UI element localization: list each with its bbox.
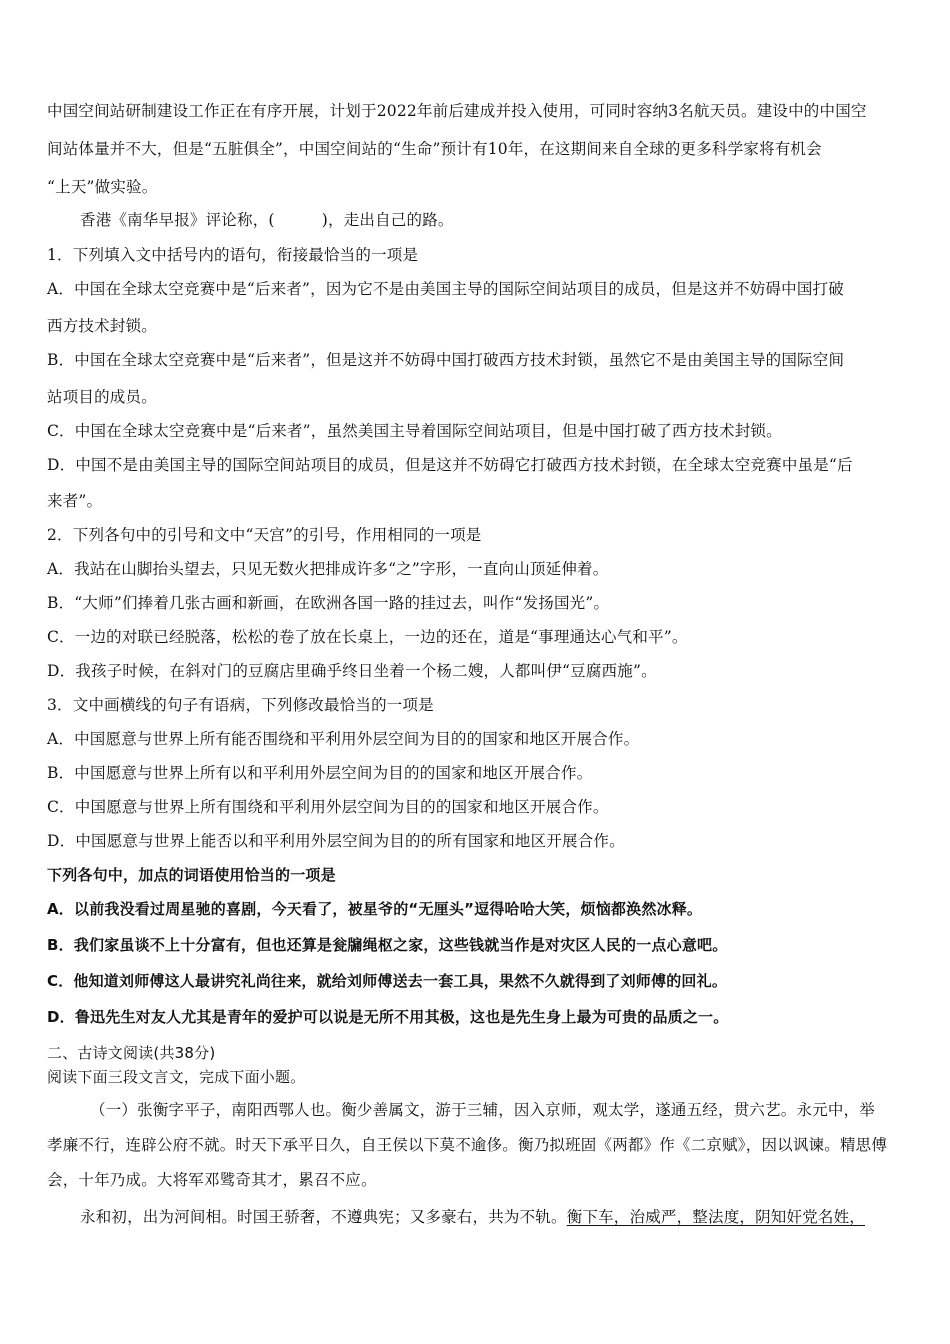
option-c: C．中国在全球太空竞赛中是“后来者”，虽然美国主导着国际空间站项目，但是中国打破了西方技术封锁。 — [47, 422, 782, 440]
option-b: B．我们家虽谈不上十分富有，但也还算是瓮牖绳枢之家，这些钱就当作是对灾区人民的一点心意吧。 — [47, 936, 728, 954]
option-b-cont: 站项目的成员。 — [47, 388, 157, 406]
classical-text-line: （一）张衡字平子，南阳西鄂人也。衡少善属文，游于三辅，因入京师，观太学，遂通五经，贯六艺。永元中，举 — [90, 1101, 876, 1119]
option-b: B．中国愿意与世界上所有以和平利用外层空间为目的的国家和地区开展合作。 — [47, 764, 593, 782]
option-d: D．鲁迅先生对友人尤其是青年的爱护可以说是无所不用其极，这也是先生身上最为可贵的品质之一。 — [47, 1008, 729, 1026]
section-intro: 阅读下面三段文言文，完成下面小题。 — [47, 1068, 306, 1086]
option-b: B．“大师”们捧着几张古画和新画，在欧洲各国一路的挂过去，叫作“发扬国光”。 — [47, 594, 610, 612]
underlined-sentence: 衡下车，治威严，整法度，阴知奸党名姓， — [566, 1208, 866, 1226]
option-a: A．中国在全球太空竞赛中是“后来者”，因为它不是由美国主导的国际空间站项目的成员，但是这并不妨碍中国打破 — [47, 280, 844, 298]
option-a-cont: 西方技术封锁。 — [47, 317, 157, 335]
question-stem: 3．文中画横线的句子有语病，下列修改最恰当的一项是 — [47, 696, 434, 714]
passage-line: 中国空间站研制建设工作正在有序开展，计划于2022年前后建成并投入使用，可同时容纳3名航天员。建设中的中国空 — [47, 102, 867, 120]
question-stem: 1．下列填入文中括号内的语句，衔接最恰当的一项是 — [47, 246, 419, 264]
classical-text-line — [80, 1207, 940, 1227]
classical-text-line: 孝廉不行，连辟公府不就。时天下承平日久，自王侯以下莫不逾侈。衡乃拟班固《两都》作《二京赋》，因以讽谏。精思傅 — [47, 1136, 888, 1154]
option-a: A．我站在山脚抬头望去，只见无数火把排成许多“之”字形，一直向山顶延伸着。 — [47, 560, 609, 578]
option-c: C．中国愿意与世界上所有围绕和平利用外层空间为目的的国家和地区开展合作。 — [47, 798, 609, 816]
option-d: D．中国愿意与世界上能否以和平利用外层空间为目的的所有国家和地区开展合作。 — [47, 832, 625, 850]
option-d: D．我孩子时候，在斜对门的豆腐店里确乎终日坐着一个杨二嫂，人都叫伊“豆腐西施”。 — [47, 662, 657, 680]
passage-line: 间站体量并不大，但是“五脏俱全”，中国空间站的“生命”预计有10年，在这期间来自全球的更多科学家将有机会 — [47, 140, 822, 158]
option-d-cont: 来者”。 — [47, 492, 103, 510]
classical-text-line: 会，十年乃成。大将军邓骘奇其才，累召不应。 — [47, 1171, 377, 1189]
passage-line: 香港《南华早报》评论称，( )，走出自己的路。 — [80, 211, 454, 229]
question-stem: 2．下列各句中的引号和文中“天宫”的引号，作用相同的一项是 — [47, 526, 482, 544]
option-a: A．以前我没看过周星驰的喜剧，今天看了，被星爷的“无厘头”逗得哈哈大笑，烦恼都涣然冰释。 — [47, 900, 703, 918]
question-stem: 下列各句中，加点的词语使用恰当的一项是 — [47, 866, 336, 884]
section-heading: 二、古诗文阅读(共38分) — [47, 1044, 216, 1062]
option-b: B．中国在全球太空竞赛中是“后来者”，但是这并不妨碍中国打破西方技术封锁，虽然它不是由美国主导的国际空间 — [47, 351, 845, 369]
option-d: D．中国不是由美国主导的国际空间站项目的成员，但是这并不妨碍它打破西方技术封锁，在全球太空竞赛中虽是“后 — [47, 456, 853, 474]
passage-line: “上天”做实验。 — [47, 178, 158, 196]
classical-text-plain: 永和初，出为河间相。时国王骄奢，不遵典宪；又多豪右，共为不轨。 — [80, 1208, 567, 1226]
option-a: A．中国愿意与世界上所有能否围绕和平利用外层空间为目的的国家和地区开展合作。 — [47, 730, 640, 748]
option-c: C．他知道刘师傅这人最讲究礼尚往来，就给刘师傅送去一套工具，果然不久就得到了刘师傅的回礼。 — [47, 972, 728, 990]
option-c: C．一边的对联已经脱落，松松的卷了放在长桌上，一边的还在，道是“事理通达心气和平”。 — [47, 628, 688, 646]
